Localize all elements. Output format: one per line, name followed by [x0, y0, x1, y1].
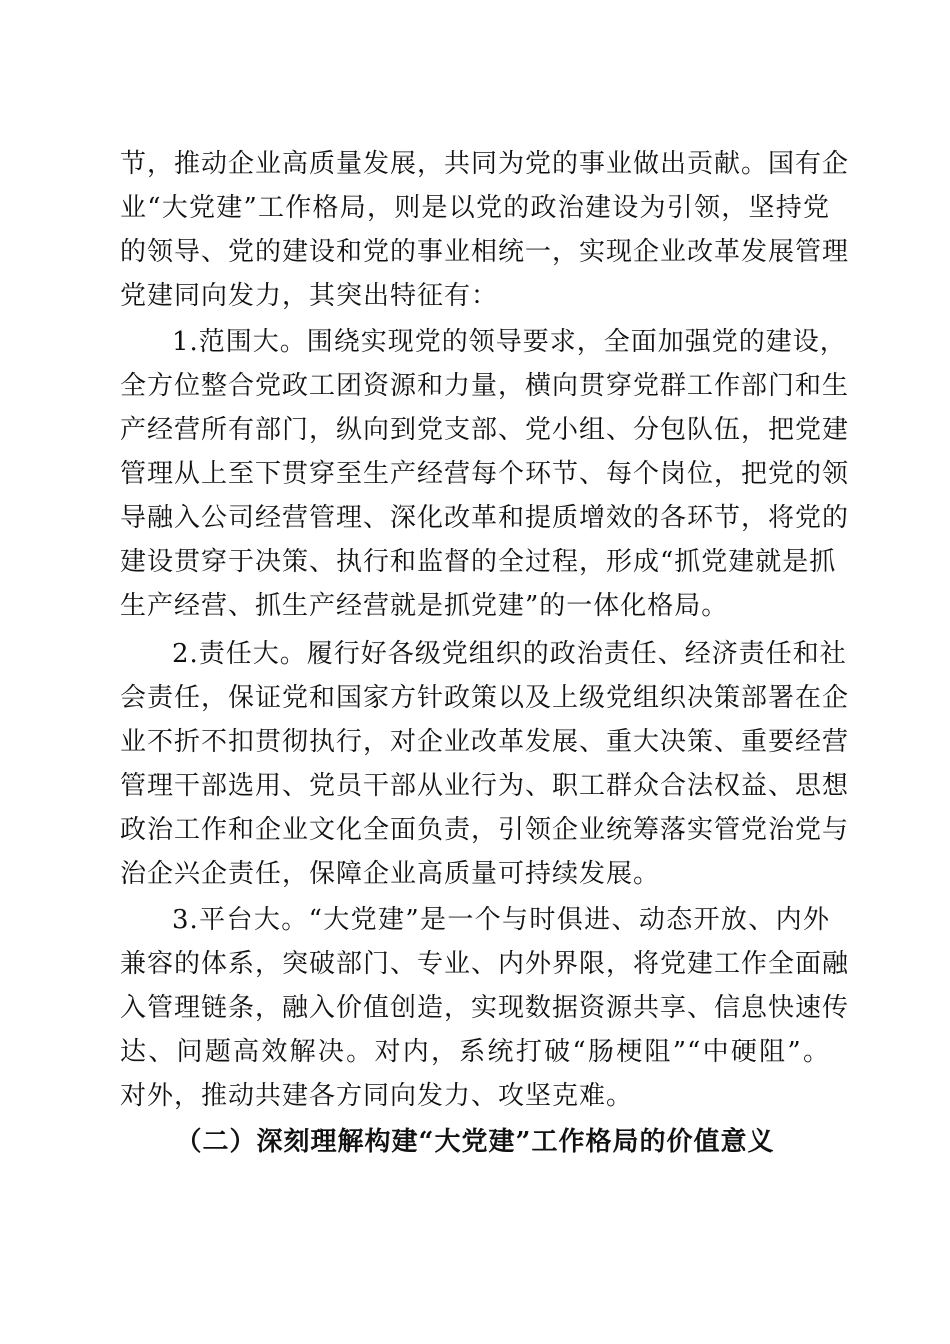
paragraph-line: 1.范围大。围绕实现党的领导要求，全面加强党的建设，	[172, 327, 847, 357]
paragraph-line: 入管理链条，融入价值创造，实现数据资源共享、信息快速传	[120, 993, 850, 1023]
paragraph-line: 党建同向发力，其突出特征有：	[120, 281, 499, 311]
paragraph-line: 治企兴企责任，保障企业高质量可持续发展。	[120, 859, 661, 889]
paragraph-line: 建设贯穿于决策、执行和监督的全过程，形成“抓党建就是抓	[120, 547, 837, 577]
paragraph-line: 管理从上至下贯穿至生产经营每个环节、每个岗位，把党的领	[120, 459, 850, 489]
paragraph-line: 管理干部选用、党员干部从业行为、职工群众合法权益、思想	[120, 771, 850, 801]
section-heading: （二）深刻理解构建“大党建”工作格局的价值意义	[175, 1127, 775, 1157]
paragraph-line: 业“大党建”工作格局，则是以党的政治建设为引领，坚持党	[120, 193, 830, 223]
paragraph-line: 全方位整合党政工团资源和力量，横向贯穿党群工作部门和生	[120, 371, 850, 401]
paragraph-line: 政治工作和企业文化全面负责，引领企业统筹落实管党治党与	[120, 815, 850, 845]
paragraph-line: 节，推动企业高质量发展，共同为党的事业做出贡献。国有企	[120, 149, 850, 179]
paragraph-line: 兼容的体系，突破部门、专业、内外界限，将党建工作全面融	[120, 949, 850, 979]
paragraph-line: 导融入公司经营管理、深化改革和提质增效的各环节，将党的	[120, 503, 850, 533]
paragraph-line: 对外，推动共建各方同向发力、攻坚克难。	[120, 1081, 634, 1111]
paragraph-line: 会责任，保证党和国家方针政策以及上级党组织决策部署在企	[120, 683, 850, 713]
paragraph-line: 产经营所有部门，纵向到党支部、党小组、分包队伍，把党建	[120, 415, 850, 445]
paragraph-line: 业不折不扣贯彻执行，对企业改革发展、重大决策、重要经营	[120, 727, 850, 757]
paragraph-line: 2.责任大。履行好各级党组织的政治责任、经济责任和社	[172, 639, 847, 669]
paragraph-line: 生产经营、抓生产经营就是抓党建”的一体化格局。	[120, 591, 729, 621]
paragraph-line: 3.平台大。“大党建”是一个与时俱进、动态开放、内外	[172, 905, 830, 935]
paragraph-line: 的领导、党的建设和党的事业相统一，实现企业改革发展管理	[120, 237, 850, 267]
paragraph-line: 达、问题高效解决。对内，系统打破“肠梗阻”“中硬阻”。	[120, 1037, 830, 1067]
